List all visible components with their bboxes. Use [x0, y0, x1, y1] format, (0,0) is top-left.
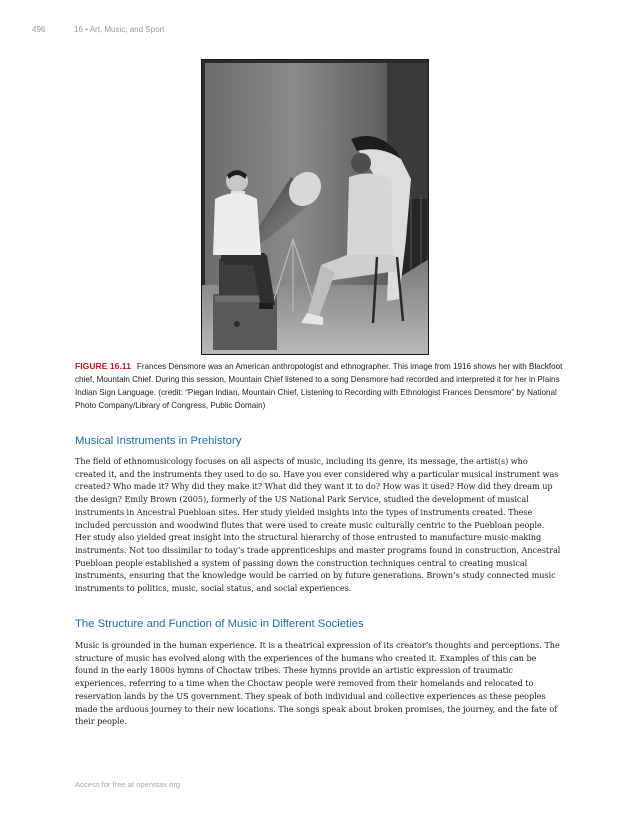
running-title: 16 • Art, Music, and Sport [74, 25, 165, 34]
page-number: 496 [32, 25, 46, 34]
figure-photo [201, 59, 429, 355]
page-footer: Access for free at openstax.org [75, 780, 181, 789]
page-header [32, 25, 164, 34]
body-paragraph-structure-function: Music is grounded in the human experience. It is a theatrical expression of its creator’s thoughts and perceptions. The structure of music has evolved along with the experiences of the humans who created it. Examples of this can be found in the early 1800s hymns of Choctaw tribes. These hymns provide an artistic expression of traumatic experiences, referring to a time when the Choctaw people were removed from their homelands and relocated to reservation lands by the US government. They speak of both individual and collective experiences as these peoples made the arduous journey to their new locations. The songs speak about broken promises, the journey, and the fate of their people. [75, 640, 560, 727]
figure-label: FIGURE 16.11 [75, 361, 131, 371]
section-heading-structure-function: The Structure and Function of Music in Different Societies [75, 618, 364, 630]
figure-caption [75, 360, 563, 412]
body-paragraph-prehistory: The field of ethnomusicology focuses on all aspects of music, including its genre, its message, the artist(s) who created it, and the instruments they used to do so. Have you ever considered why a particular musical instrument was created? Who made it? Why did they make it? What did they want it to do? How was it used? How did they dream up the design? Emily Brown (2005), formerly of the US National Park Service, studied the development of musical instruments in Ancestral Puebloan sites. Her study yielded insights into the types of instruments created. These included percussion and woodwind flutes that were used to create music culturally centric to the Puebloan people. Her study also yielded great insight into the structural hierarchy of those entrusted to manufacture music-making instruments. Not too dissimilar to today’s trade apprenticeships and master programs found in construction, Ancestral Puebloan people established a system of passing down the construction techniques central to creating musical instruments, ensuring that the knowledge would be carried on by future generations. Brown’s study connected music instruments to politics, music, social status, and social experiences. [75, 456, 561, 594]
figure-caption-text: Frances Densmore was an American anthropologist and ethnographer. This image from 1916 shows her with Blackfoot chief, Mountain Chief. During this session, Mountain Chief listened to a song Densmore had recorded and interpreted it for her in Plains Indian Sign Language. (credit: “Piegan Indian, Mountain Chief, Listening to Recording with Ethnologist Frances Densmore” by National Photo Company/Library of Congress, Public Domain) [75, 362, 563, 411]
section-heading-prehistory: Musical Instruments in Prehistory [75, 435, 242, 447]
